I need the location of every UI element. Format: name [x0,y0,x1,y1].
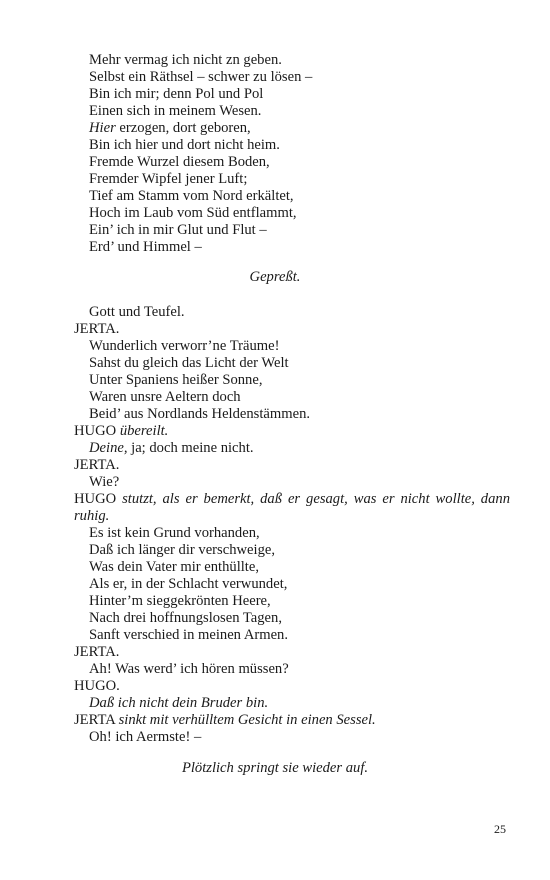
verse-line: Ein’ ich in mir Glut und Flut – [89,222,267,238]
stage-direction: übereilt. [119,423,169,439]
verse-line: Nach drei hoffnungslosen Tagen, [89,610,282,626]
verse-line: Hinter’m sieggekrönten Heere, [89,593,271,609]
verse-line: Wie? [89,474,120,490]
verse-line: Oh! ich Aermste! – [89,729,202,745]
emphasis: Hier [89,120,116,136]
verse-line: Fremde Wurzel diesem Boden, [89,154,270,170]
verse-line: Sanft verschied in meinen Armen. [89,627,288,643]
speaker-name: HUGO [74,491,117,507]
verse-line: Unter Spaniens heißer Sonne, [89,372,263,388]
verse-line: Sahst du gleich das Licht der Welt [89,355,289,371]
emphasis: Deine, [89,440,128,456]
stage-direction-continued: ruhig. [74,508,110,524]
verse-line: Waren unsre Aeltern doch [89,389,241,405]
speaker-line [74,712,376,729]
verse-line: Wunderlich verworr’ne Träume! [89,338,280,354]
verse-line: Was dein Vater mir enthüllte, [89,559,259,575]
verse-line: Daß ich nicht dein Bruder bin. [89,695,269,711]
verse-line: Fremder Wipfel jener Luft; [89,171,248,187]
verse-line: Erd’ und Himmel – [89,239,202,255]
speaker-name: JERTA. [74,321,120,337]
verse-line: Beid’ aus Nordlands Heldenstämmen. [89,406,311,422]
speaker-line [74,491,510,508]
stage-direction: sinkt mit verhülltem Gesicht in einen Sessel. [118,712,376,728]
stage-direction: Gepreßt. [249,269,301,285]
speaker-name: JERTA. [74,457,120,473]
verse-line: Einen sich in meinem Wesen. [89,103,262,119]
verse-line: Mehr vermag ich nicht zn geben. [89,52,282,68]
verse-line: Gott und Teufel. [89,304,185,320]
verse-line: Hoch im Laub vom Süd entflammt, [89,205,297,221]
verse-line: Bin ich hier und dort nicht heim. [89,137,280,153]
verse-line: Es ist kein Grund vorhanden, [89,525,260,541]
verse-line: Als er, in der Schlacht verwundet, [89,576,288,592]
speaker-name: JERTA. [74,644,120,660]
verse-line: Tief am Stamm vom Nord erkältet, [89,188,294,204]
stage-direction: stutzt, als er bemerkt, daß er gesagt, was er nicht wollte, dann [122,491,510,507]
speaker-name: HUGO. [74,678,120,694]
speaker-line [74,423,168,440]
speaker-name: JERTA [74,712,115,728]
verse-line: Hier erzogen, dort geboren, [89,120,251,136]
speaker-name: HUGO [74,423,117,439]
verse-line: Daß ich länger dir verschweige, [89,542,275,558]
verse-line: Deine, ja; doch meine nicht. [89,440,254,456]
verse-line: Selbst ein Räthsel – schwer zu lösen – [89,69,313,85]
stage-direction: Plötzlich springt sie wieder auf. [181,760,369,776]
verse-line: Bin ich mir; denn Pol und Pol [89,86,264,102]
page-number: 25 [494,822,506,836]
verse-line: Ah! Was werd’ ich hören müssen? [89,661,289,677]
